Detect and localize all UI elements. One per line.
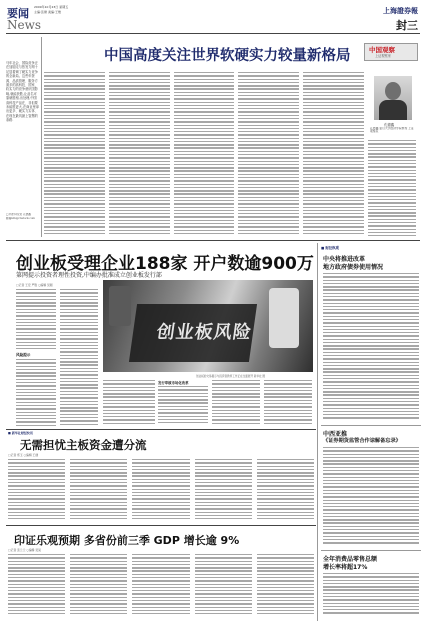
left-note-byline: □ 特约评论员 孔德鑫 <box>6 213 31 216</box>
sidebar-item1-body <box>323 273 419 423</box>
sidebar-item3-title: 全年消费品零售总额 <box>323 556 378 563</box>
sidebar-divider <box>317 243 318 621</box>
story2-col2 <box>60 289 98 427</box>
story4-byline: □记者 张兰兰 ○编辑 吴昊 <box>8 548 41 552</box>
section-rule-3 <box>6 525 316 526</box>
sidebar-item2-sub: 《证券期货监管合作谅解备忘录》 <box>323 438 401 444</box>
story2-photo-caption: 创业板的交易提示与投资者教育工作正在全面展开 新华社 图 <box>196 375 266 378</box>
story1-column-tag: 中国观察 上证观察家 <box>364 43 418 61</box>
left-note-text: 马年社会、国际竞争正在加剧走与热发力网十足显着调了硬实力竞争的全新局。这些年资源、品质管理、服务方面多的高科技、国家、软实力的竞争意识国影响,就能获胜,让品名可靠就胜相,出处理,中国高科技产品在、非但要未能胜更大,在商业里拿出更多、硬实力实体、在现在最具最上智慧的条路. <box>6 61 39 123</box>
story3-byline: □记者 郑玉 ○编辑 王健 <box>8 453 39 457</box>
sidebar-item2-body <box>323 447 419 547</box>
sidebar-item2-title: 中西亚推 <box>323 431 348 438</box>
section-rule-2 <box>6 429 316 430</box>
story2-col1b <box>16 359 56 427</box>
left-note-email: 邮箱kdx@cnstock.com <box>6 217 35 220</box>
story2-byline: □记者 王宏 严胜 ○编辑 吴刚 <box>16 283 53 287</box>
story2-col6 <box>264 380 312 427</box>
story1-headline: 中国高度关注世界软硬实力较量新格局 <box>104 48 351 64</box>
story3-headline: 无需担忧主板资金遭分流 <box>20 438 147 452</box>
story3-label: ■ 新华社财经快讯 <box>8 431 33 435</box>
story2-col4 <box>158 386 208 427</box>
sidebar-item1-title: 中央将推进改革 <box>323 256 366 263</box>
masthead-editor: 主编:张健 美编:王维 <box>34 10 61 14</box>
story4-body <box>8 554 314 618</box>
story1-side-body <box>368 140 416 236</box>
story2-col5 <box>212 380 260 427</box>
left-note-column <box>6 37 39 237</box>
sidebar <box>321 243 421 621</box>
story2-headline: 创业板受理企业188家 开户数逾900万 <box>16 254 314 274</box>
sidebar-label: ■ 财经纵观 <box>321 246 339 250</box>
sidebar-item1-sub: 地方政府债券使用情况 <box>323 264 384 271</box>
section-rule-1 <box>6 240 420 241</box>
masthead-rule <box>6 33 420 34</box>
story2-section-risk: 风险提示 <box>16 353 31 357</box>
story2-photo-sign: 创业板风险 <box>155 322 254 343</box>
masthead-date: 2009年10月23日 星期五 <box>34 5 69 9</box>
story2-col1 <box>16 289 56 351</box>
author-caption: 孔德鑫 复旦大学经济学院教授 上证观察家 <box>370 127 414 134</box>
story2-section-reform: 发行审核市场化改革 <box>158 381 189 385</box>
story2-col3 <box>103 380 155 427</box>
story1-body <box>44 72 364 238</box>
story2-subhead: 第网提示投资者理性投资,中编办批准成立创业板发行部 <box>16 272 162 279</box>
author-photo <box>374 76 412 120</box>
left-note-divider <box>41 37 42 237</box>
story2-photo <box>103 280 313 372</box>
author-name: 孔德鑫 <box>384 123 395 127</box>
story4-headline: 印证乐观预期 多省份前三季 GDP 增长逾 9% <box>14 534 240 547</box>
page-label: 封三 <box>396 19 418 32</box>
sidebar-item3-sub: 增长率将超17% <box>323 564 368 571</box>
story3-body <box>8 459 314 522</box>
masthead <box>0 0 426 34</box>
sidebar-item3-body <box>323 573 419 617</box>
section-title-en: News <box>7 18 42 32</box>
paper-name: 上海證券報 <box>383 7 418 15</box>
section-title-cn: 要闻 <box>7 7 29 20</box>
